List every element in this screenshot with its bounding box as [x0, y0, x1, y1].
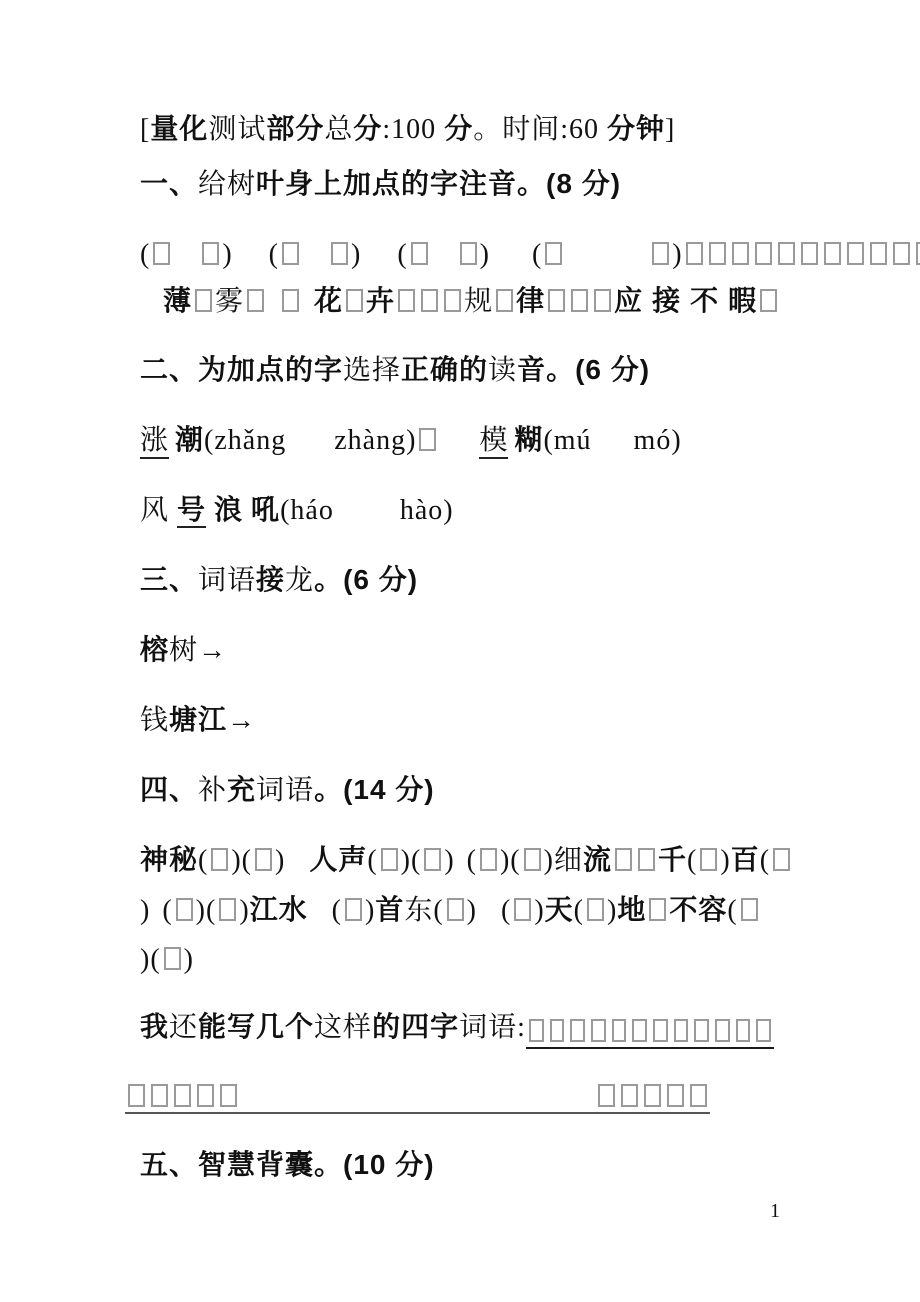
text-segment: hào) — [399, 495, 454, 526]
missing-glyph-box — [653, 1019, 668, 1042]
missing-glyph-box — [421, 289, 438, 312]
missing-glyph-box — [755, 242, 772, 265]
spacer — [169, 518, 177, 519]
missing-glyph-box — [346, 289, 363, 312]
missing-glyph-box — [594, 289, 611, 312]
spacer — [206, 518, 214, 519]
text-segment: 模 — [479, 425, 508, 459]
text-segment: 钱 — [140, 705, 170, 736]
spacer — [455, 868, 467, 869]
text-segment: ( — [331, 895, 342, 926]
answer-underline — [526, 1015, 774, 1049]
text-segment: ) — [479, 239, 490, 270]
missing-glyph-box — [694, 1019, 709, 1042]
text-segment: 律 — [516, 285, 546, 316]
missing-glyph-box — [690, 1084, 707, 1107]
missing-glyph-box — [652, 242, 669, 265]
spacer — [719, 309, 728, 310]
text-segment: 量化 — [150, 113, 209, 144]
text-segment: 词语 — [256, 775, 315, 806]
text-segment: ( — [397, 239, 408, 270]
missing-glyph-box — [195, 289, 212, 312]
text-segment: [ — [140, 114, 151, 145]
fill-words-row-1 — [140, 843, 793, 878]
text-segment: )( — [231, 845, 252, 876]
pinyin-blank-row — [140, 238, 920, 272]
missing-glyph-box — [282, 289, 299, 312]
missing-glyph-box — [282, 242, 299, 265]
text-segment: :60 — [560, 114, 608, 145]
spacer — [267, 309, 279, 310]
text-segment: 不容 — [669, 894, 728, 925]
spacer — [361, 262, 397, 263]
missing-glyph-box — [615, 848, 632, 871]
text-segment: 三、 — [140, 564, 199, 595]
missing-glyph-box — [674, 1019, 689, 1042]
answer-underline — [125, 1080, 710, 1114]
missing-glyph-box — [638, 848, 655, 871]
text-segment: 这样 — [314, 1012, 373, 1043]
spacer — [302, 262, 328, 263]
text-segment: 卉 — [366, 285, 396, 316]
page-number: 1 — [770, 1200, 780, 1222]
text-segment: 风 — [140, 495, 170, 526]
spacer — [681, 309, 690, 310]
text-segment: )( — [400, 845, 422, 876]
missing-glyph-box — [176, 898, 193, 921]
chain-word-2 — [140, 703, 256, 738]
missing-glyph-box — [202, 242, 219, 265]
text-segment: ) — [720, 845, 731, 876]
text-segment: ( — [198, 845, 209, 876]
spacer — [490, 262, 532, 263]
text-segment: → — [198, 635, 228, 666]
missing-glyph-box — [447, 898, 464, 921]
spacer — [233, 262, 269, 263]
text-segment: 吼 — [251, 494, 281, 525]
missing-glyph-box — [667, 1084, 684, 1107]
text-segment: 分 — [444, 113, 474, 144]
text-segment: 分 — [353, 113, 383, 144]
missing-glyph-box — [570, 1019, 585, 1042]
text-segment: 暇 — [728, 285, 758, 316]
missing-glyph-box — [916, 242, 920, 265]
spacer — [431, 262, 457, 263]
missing-glyph-box — [424, 848, 441, 871]
q2-row-1 — [140, 423, 682, 458]
missing-glyph-box — [587, 898, 604, 921]
text-segment: 薄 — [163, 285, 193, 316]
text-segment: 接 — [256, 564, 286, 595]
missing-glyph-box — [686, 242, 703, 265]
missing-glyph-box — [128, 1084, 145, 1107]
missing-glyph-box — [893, 242, 910, 265]
missing-glyph-box — [632, 1019, 647, 1042]
spacer — [150, 918, 162, 919]
missing-glyph-box — [824, 242, 841, 265]
text-segment: 细 — [553, 845, 583, 876]
spacer — [285, 868, 309, 869]
text-segment: ) — [364, 895, 376, 926]
text-segment: 充 — [227, 774, 257, 805]
missing-glyph-box — [612, 1019, 627, 1042]
text-segment: 补 — [198, 775, 228, 806]
spacer — [286, 448, 334, 449]
q2-row-2 — [140, 493, 454, 528]
text-segment: 糊 — [514, 424, 544, 455]
missing-glyph-box — [736, 1019, 751, 1042]
text-segment: 塘江 — [169, 704, 228, 735]
missing-glyph-box — [801, 242, 818, 265]
text-segment: 五、智慧背囊。(10 分) — [140, 1149, 435, 1180]
text-segment: ) — [222, 239, 233, 270]
text-segment: ] — [665, 114, 676, 145]
tofu-group-right — [595, 1084, 710, 1107]
text-segment: (háo — [280, 495, 334, 526]
text-segment: 给树 — [198, 169, 257, 200]
missing-glyph-box — [514, 898, 531, 921]
missing-glyph-box — [847, 242, 864, 265]
missing-glyph-box — [255, 848, 272, 871]
missing-glyph-box — [381, 848, 398, 871]
text-segment: ) — [672, 239, 683, 270]
text-segment: 测试 — [208, 114, 267, 145]
section-1-heading — [140, 167, 621, 202]
text-segment: 树 — [169, 635, 199, 666]
missing-glyph-box — [398, 289, 415, 312]
tofu-group-left — [125, 1084, 240, 1107]
text-segment: 规 — [464, 286, 494, 317]
fill-words-row-2 — [140, 893, 761, 928]
text-segment: 选择 — [343, 355, 402, 386]
text-segment: ( — [140, 239, 151, 270]
text-segment: 涨 — [140, 425, 169, 459]
text-segment: 分钟 — [607, 113, 666, 144]
missing-glyph-box — [174, 1084, 191, 1107]
text-segment: ( — [466, 845, 477, 876]
text-segment: 雾 — [215, 286, 245, 317]
text-segment: ) — [140, 895, 151, 926]
missing-glyph-box — [621, 1084, 638, 1107]
text-segment: 龙 — [285, 565, 315, 596]
missing-glyph-box — [247, 289, 264, 312]
text-segment: zhàng) — [334, 425, 417, 456]
text-segment: → — [227, 705, 257, 736]
missing-glyph-box — [741, 898, 758, 921]
text-segment: 江水 — [249, 894, 308, 925]
text-segment: 词语 — [459, 1012, 518, 1043]
missing-glyph-box — [700, 848, 717, 871]
text-segment: ( — [759, 845, 771, 876]
text-segment: 正确的 — [401, 354, 489, 385]
text-segment: ( — [727, 895, 738, 926]
exam-meta-line — [140, 112, 675, 147]
text-segment: 接 — [652, 285, 682, 316]
missing-glyph-box — [715, 1019, 730, 1042]
missing-glyph-box — [220, 1084, 237, 1107]
missing-glyph-box — [598, 1084, 615, 1107]
text-segment: 能写几个 — [198, 1011, 315, 1042]
text-segment: 时间 — [502, 114, 561, 145]
missing-glyph-box — [709, 242, 726, 265]
spacer — [477, 918, 501, 919]
text-segment: )( — [195, 895, 217, 926]
missing-glyph-box — [773, 848, 790, 871]
text-segment: 百 — [730, 844, 760, 875]
missing-glyph-box — [480, 848, 497, 871]
text-segment: 千 — [658, 844, 688, 875]
text-segment: (zhǎng — [204, 425, 287, 456]
section-3-heading — [140, 563, 418, 598]
spacer — [173, 262, 199, 263]
section-4-heading — [140, 773, 435, 808]
missing-glyph-box — [219, 898, 236, 921]
text-segment: 四、 — [140, 774, 199, 805]
text-segment: ) — [607, 895, 618, 926]
text-segment: ( — [501, 895, 512, 926]
text-segment: ( — [531, 239, 543, 270]
text-segment: 。(6 分) — [314, 564, 419, 595]
text-segment: 应 — [614, 285, 644, 316]
missing-glyph-box — [345, 898, 362, 921]
missing-glyph-box — [760, 289, 777, 312]
spacer — [334, 518, 400, 519]
text-segment: mó) — [633, 425, 682, 456]
text-segment: 我 — [140, 1011, 170, 1042]
missing-glyph-box — [524, 848, 541, 871]
missing-glyph-box — [571, 289, 588, 312]
text-segment: 。(14 分) — [314, 774, 435, 805]
missing-glyph-box — [529, 1019, 544, 1042]
more-words-prompt — [140, 1010, 774, 1049]
text-segment: 叶身上加点的字注音。(8 分) — [256, 168, 622, 199]
text-segment: 人声 — [309, 844, 368, 875]
text-segment: ( — [268, 239, 279, 270]
text-segment: 流 — [582, 844, 612, 875]
text-segment: 潮 — [175, 424, 205, 455]
text-segment: ( — [433, 895, 444, 926]
text-segment: ) — [534, 895, 545, 926]
pinyin-words-row — [163, 284, 780, 319]
text-segment: 不 — [690, 285, 720, 316]
missing-glyph-box — [756, 1019, 771, 1042]
text-segment: 音。(6 分) — [517, 354, 651, 385]
spacer — [308, 918, 332, 919]
text-segment: ) — [239, 895, 250, 926]
text-segment: ) — [466, 895, 477, 926]
missing-glyph-box — [460, 242, 477, 265]
text-segment: 总 — [324, 114, 354, 145]
missing-glyph-box — [211, 848, 228, 871]
spacer — [439, 448, 479, 449]
text-segment: ( — [367, 845, 378, 876]
missing-glyph-box — [545, 242, 562, 265]
chain-word-1 — [140, 633, 227, 668]
spacer — [565, 262, 649, 263]
missing-glyph-box — [153, 242, 170, 265]
spacer — [592, 448, 634, 449]
missing-glyph-box — [151, 1084, 168, 1107]
text-segment: 一、 — [140, 168, 199, 199]
text-segment: 地 — [617, 894, 647, 925]
text-segment: 东 — [404, 895, 434, 926]
text-segment: 词语 — [198, 565, 257, 596]
text-segment: ) — [275, 845, 286, 876]
text-segment: ( — [687, 845, 698, 876]
text-segment: 浪 — [214, 494, 244, 525]
text-segment: ( — [573, 895, 584, 926]
section-5-heading — [140, 1148, 435, 1183]
text-segment: 还 — [169, 1012, 199, 1043]
text-segment: 神秘 — [140, 844, 199, 875]
text-segment: ( — [162, 895, 173, 926]
missing-glyph-box — [591, 1019, 606, 1042]
text-segment: ) — [350, 239, 362, 270]
answer-blank-row — [125, 1076, 710, 1114]
text-segment: 号 — [177, 494, 206, 528]
missing-glyph-box — [444, 289, 461, 312]
text-segment: 首 — [375, 894, 405, 925]
missing-glyph-box — [164, 947, 181, 970]
missing-glyph-box — [419, 428, 436, 451]
text-segment: 二、为加点的字 — [140, 354, 344, 385]
missing-glyph-box — [197, 1084, 214, 1107]
text-segment: 的四字 — [372, 1011, 460, 1042]
text-segment: 花 — [314, 285, 344, 316]
missing-glyph-box — [649, 898, 666, 921]
fill-words-row-3 — [140, 943, 194, 977]
text-segment: )( — [140, 944, 161, 975]
missing-glyph-box — [732, 242, 749, 265]
text-segment: ) — [444, 845, 455, 876]
missing-glyph-box — [548, 289, 565, 312]
text-segment: 读 — [488, 355, 518, 386]
text-segment: 天 — [544, 894, 574, 925]
spacer — [302, 309, 314, 310]
missing-glyph-box — [550, 1019, 565, 1042]
text-segment: 部分 — [266, 113, 325, 144]
text-segment: 榕 — [140, 634, 170, 665]
text-segment: 。 — [473, 114, 503, 145]
text-segment: :100 — [382, 114, 445, 145]
text-segment: ) — [543, 845, 554, 876]
text-segment: )( — [499, 845, 521, 876]
spacer — [643, 309, 652, 310]
text-segment: ) — [183, 944, 194, 975]
missing-glyph-box — [778, 242, 795, 265]
missing-glyph-box — [644, 1084, 661, 1107]
text-segment: (mú — [543, 425, 592, 456]
section-2-heading — [140, 353, 650, 388]
spacer — [243, 518, 251, 519]
text-segment: : — [517, 1012, 526, 1043]
missing-glyph-box — [411, 242, 428, 265]
missing-glyph-box — [870, 242, 887, 265]
missing-glyph-box — [496, 289, 513, 312]
missing-glyph-box — [331, 242, 348, 265]
